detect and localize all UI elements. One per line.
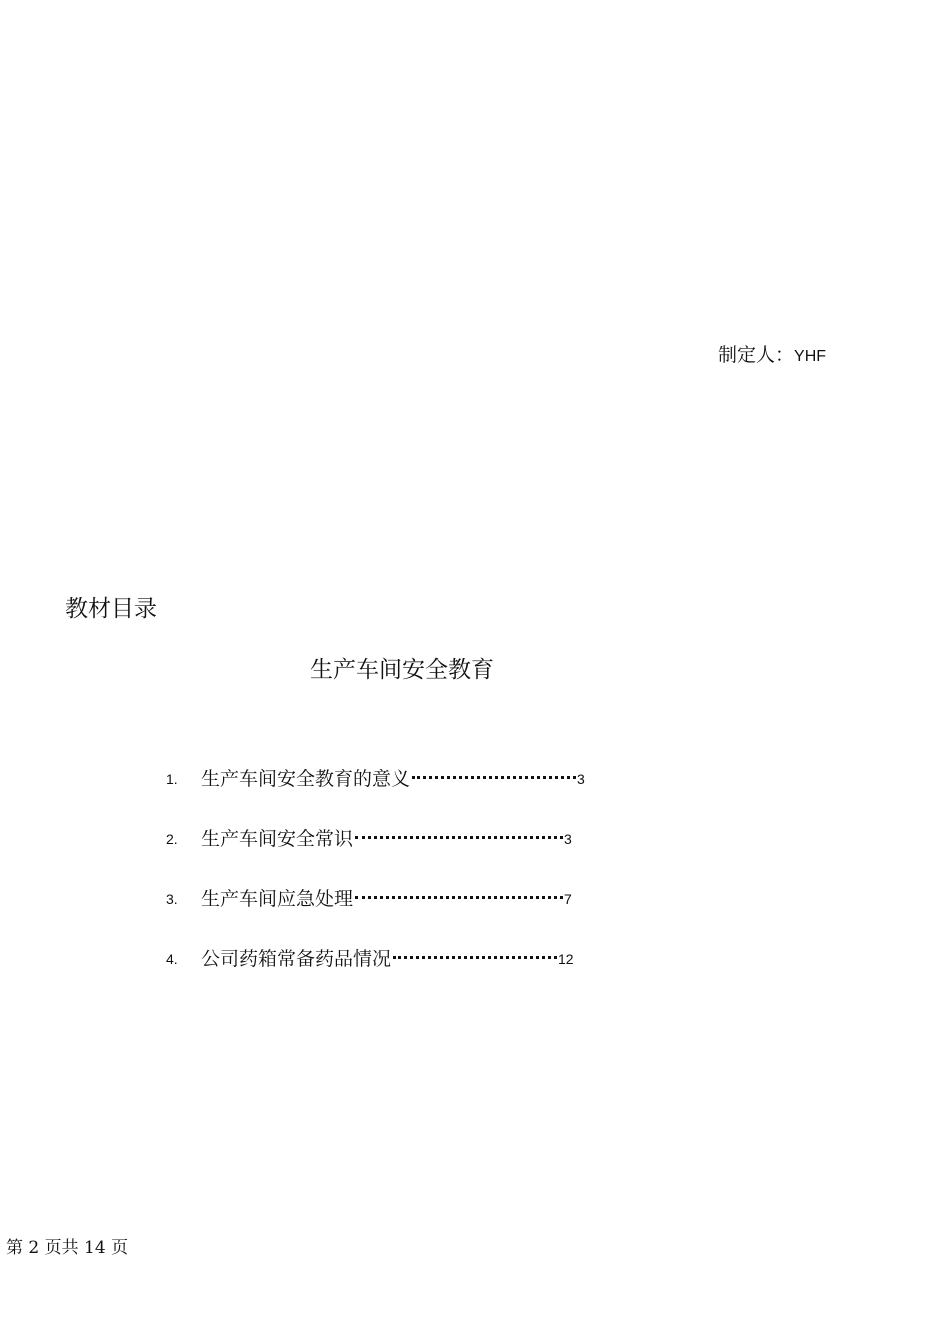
- toc-item-title: 公司药箱常备药品情况: [201, 948, 392, 970]
- toc-item-page: 12: [558, 951, 574, 967]
- page-footer: 第 2 页共 14 页: [6, 1238, 129, 1258]
- toc-item-page: 3: [577, 771, 585, 787]
- toc-item-title: 生产车间安全教育的意义: [201, 768, 411, 790]
- toc-item-number: 3.: [166, 891, 178, 907]
- toc-item-number: 2.: [166, 831, 178, 847]
- toc-item-number: 1.: [166, 771, 178, 787]
- toc-dot-leader: [355, 836, 563, 839]
- toc-dot-leader: [393, 956, 557, 959]
- toc-item-title: 生产车间安全常识: [201, 828, 354, 850]
- toc-item-1[interactable]: [166, 764, 585, 794]
- toc-item-page: 3: [564, 831, 572, 847]
- toc-item-title: 生产车间应急处理: [201, 888, 354, 910]
- toc-dot-leader: [355, 896, 563, 899]
- toc-item-2[interactable]: [166, 824, 572, 854]
- author-value: YHF: [794, 348, 827, 365]
- author-line: [718, 340, 826, 372]
- toc-item-page: 7: [564, 891, 572, 907]
- toc-heading: 教材目录: [65, 596, 157, 622]
- author-label: 制定人：: [718, 344, 795, 366]
- document-title: 生产车间安全教育: [310, 657, 494, 683]
- toc-item-3[interactable]: [166, 884, 572, 914]
- toc-dot-leader: [412, 776, 576, 779]
- toc-item-4[interactable]: [166, 944, 574, 974]
- toc-item-number: 4.: [166, 951, 178, 967]
